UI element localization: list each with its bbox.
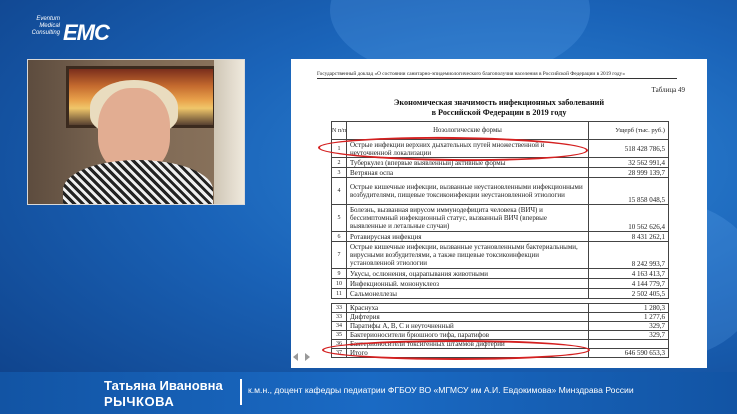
logo-line-3: Consulting <box>31 30 60 36</box>
emc-logo <box>30 14 120 44</box>
highlight-oval-total-row <box>322 340 590 360</box>
row-name: Болезнь, вызванная вирусом иммунодефицита человека (ВИЧ) и бессимптомный инфекционный статус, вызванный ВИЧ (впервые выявленные и летальные случаи) <box>347 205 589 232</box>
row-value: 15 858 048,5 <box>589 178 669 205</box>
table-row <box>332 289 669 299</box>
row-name: Паратифы А, В, С и неуточненный <box>347 322 589 331</box>
table-title-line-2: в Российской Федерации в 2019 году <box>431 108 567 117</box>
speaker-video <box>27 59 245 205</box>
table-row <box>332 232 669 242</box>
row-number: 10 <box>332 279 347 289</box>
table-row <box>332 242 669 269</box>
table-row <box>332 322 669 331</box>
row-number: 6 <box>332 232 347 242</box>
speaker-description: к.м.н., доцент кафедры педиатрии ФГБОУ ВО «МГМСУ им А.И. Евдокимова» Минздрава России <box>248 385 634 395</box>
speaker-last-name: РЫЧКОВА <box>104 394 175 409</box>
table-row <box>332 168 669 178</box>
row-name: Сальмонеллезы <box>347 289 589 299</box>
table-title-line-1: Экономическая значимость инфекционных заболеваний <box>393 98 605 107</box>
logo-brand: EMC <box>63 20 109 45</box>
column-header-value: Ущерб (тыс. руб.) <box>589 122 669 140</box>
table-header-row <box>332 122 669 140</box>
table-row <box>332 313 669 322</box>
column-header-number: N п/п <box>332 122 347 140</box>
row-number: 9 <box>332 269 347 279</box>
logo-line-1: Eventum <box>36 16 60 22</box>
row-number: 5 <box>332 205 347 232</box>
row-name: Итого <box>347 349 589 358</box>
row-value: 28 999 139,7 <box>589 168 669 178</box>
video-curtain <box>214 60 244 204</box>
table-row <box>332 269 669 279</box>
document-header: Государственный доклад «О состоянии санитарно-эпидемиологического благополучия населения в Российской Федерации в 2019 году» <box>317 71 677 79</box>
row-number: 37 <box>332 349 347 358</box>
row-value: 10 562 626,4 <box>589 205 669 232</box>
row-value: 1 277,6 <box>589 313 669 322</box>
row-name: Укусы, ослюнения, оцарапывания животными <box>347 269 589 279</box>
speaker-first-name: Татьяна Ивановна <box>104 378 223 393</box>
row-name: Краснуха <box>347 304 589 313</box>
row-name: Острые инфекции верхних дыхательных путей множественной и неуточненной локализации <box>347 140 589 158</box>
row-value: 1 280,3 <box>589 304 669 313</box>
row-value: 4 163 413,7 <box>589 269 669 279</box>
row-number: 2 <box>332 158 347 168</box>
table-number: Таблица 49 <box>651 86 685 94</box>
row-value: 8 431 262,1 <box>589 232 669 242</box>
logo-line-2: Medical <box>39 23 60 29</box>
row-name: Бактерионосители токсигенных штаммов дифтерии <box>347 340 589 349</box>
row-number: 35 <box>332 331 347 340</box>
row-value: 8 242 993,7 <box>589 242 669 269</box>
row-name: Острые кишечные инфекции, вызванные установленными бактериальными, вирусными возбудителями, а также пищевые токсикоинфекции установленной этиологии <box>347 242 589 269</box>
row-name: Инфекционный. мононуклеоз <box>347 279 589 289</box>
slide-navigation-icon[interactable] <box>292 352 312 362</box>
document-slide <box>291 59 707 368</box>
row-number: 33 <box>332 313 347 322</box>
row-value: 518 428 786,5 <box>589 140 669 158</box>
row-number: 11 <box>332 289 347 299</box>
row-number: 1 <box>332 140 347 158</box>
row-name: Бактерионосители брюшного тифа, паратифов <box>347 331 589 340</box>
row-number: 36 <box>332 340 347 349</box>
row-value: 32 562 991,4 <box>589 158 669 168</box>
row-name: Дифтерия <box>347 313 589 322</box>
row-number: 34 <box>332 322 347 331</box>
table-row <box>332 279 669 289</box>
row-name: Острые кишечные инфекции, вызванные неустановленными инфекционными возбудителями, пищевые токсикоинфекции неустановленной этиологии <box>347 178 589 205</box>
speaker-lower-third <box>0 372 737 414</box>
table-row <box>332 178 669 205</box>
row-number: 7 <box>332 242 347 269</box>
table-row <box>332 304 669 313</box>
row-name: Ветряная оспа <box>347 168 589 178</box>
row-value: 329,7 <box>589 331 669 340</box>
row-number: 33 <box>332 304 347 313</box>
row-value: 4 144 779,7 <box>589 279 669 289</box>
row-name: Туберкулез (впервые выявленный) активные формы <box>347 158 589 168</box>
row-value: 646 590 653,3 <box>589 349 669 358</box>
row-value: 329,7 <box>589 322 669 331</box>
row-number: 4 <box>332 178 347 205</box>
column-header-name: Нозологические формы <box>347 122 589 140</box>
table-row <box>332 331 669 340</box>
divider <box>240 379 242 405</box>
row-value <box>589 340 669 349</box>
row-name: Ротавирусная инфекция <box>347 232 589 242</box>
row-number: 3 <box>332 168 347 178</box>
table-row <box>332 205 669 232</box>
row-value: 2 502 405,5 <box>589 289 669 299</box>
